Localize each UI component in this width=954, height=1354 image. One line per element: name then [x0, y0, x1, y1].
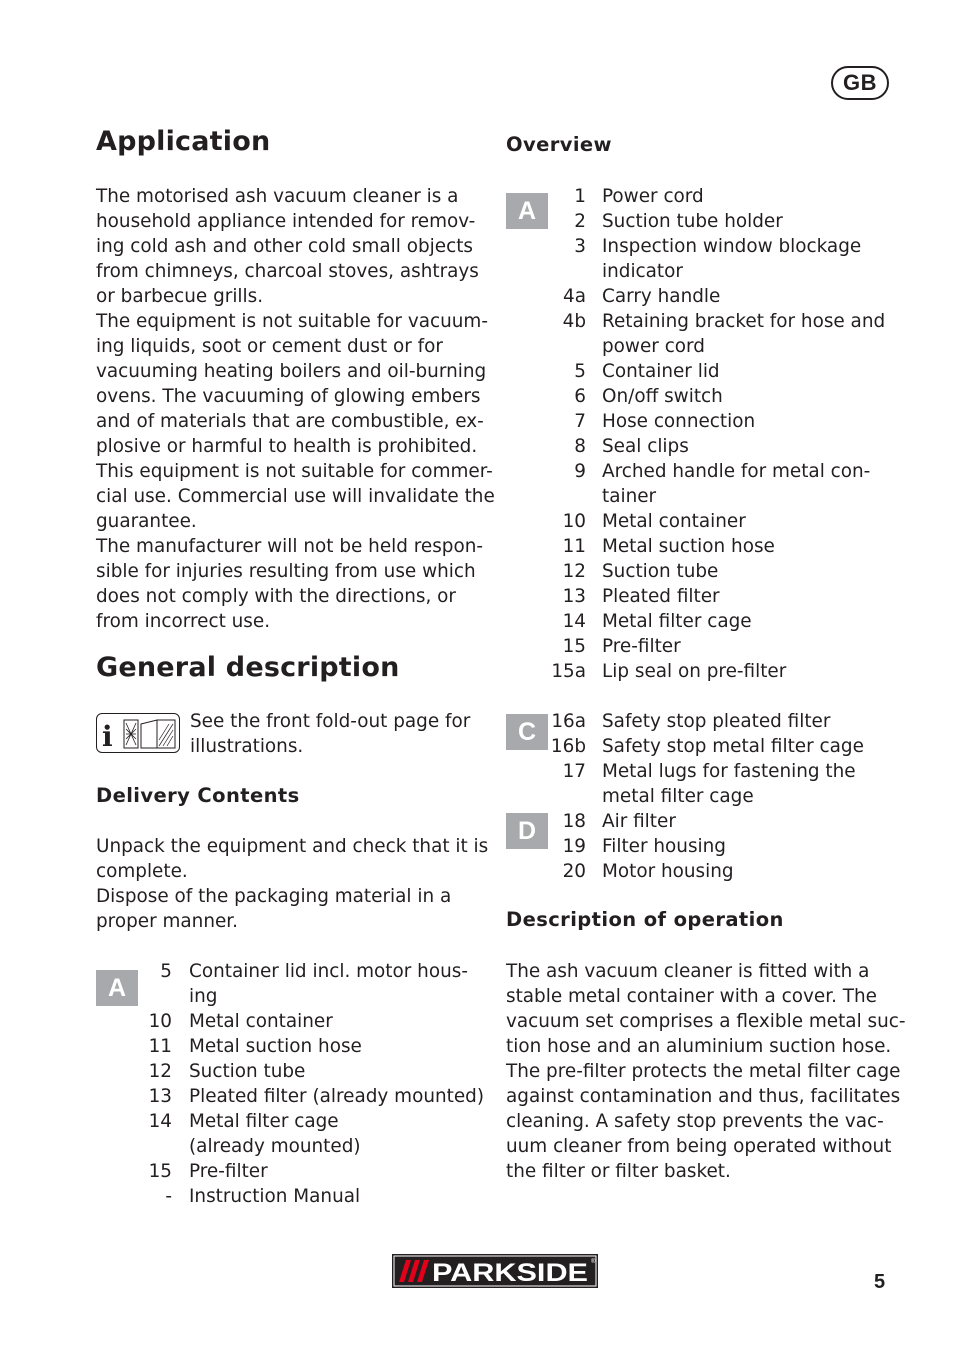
item-label: Safety stop pleated filter — [602, 711, 831, 732]
item-number: - — [165, 1186, 172, 1207]
item-number: 4a — [563, 286, 586, 307]
list-item — [542, 409, 885, 434]
item-label: Metal container — [602, 511, 746, 532]
item-label: Metal filter cage — [602, 611, 752, 632]
application-text-line: vacuuming heating boilers and oil-burning — [96, 361, 487, 382]
item-number: 5 — [574, 361, 586, 382]
item-number: 10 — [562, 511, 586, 532]
item-number: 2 — [574, 211, 586, 232]
item-label: Carry handle — [602, 286, 721, 307]
item-number: 7 — [574, 411, 586, 432]
list-item — [542, 509, 885, 534]
item-number: 17 — [562, 761, 586, 782]
operation-text-line: tion hose and an aluminium suction hose. — [506, 1036, 892, 1057]
item-number: 3 — [574, 236, 586, 257]
list-item — [542, 809, 864, 834]
list-item — [542, 434, 885, 459]
item-number: 19 — [562, 836, 586, 857]
item-label: Pre-filter — [189, 1161, 268, 1182]
list-item — [542, 359, 885, 384]
list-item — [542, 784, 864, 809]
item-number: 15 — [148, 1161, 172, 1182]
item-label: Power cord — [602, 186, 704, 207]
application-text-line: and of materials that are combustible, ex- — [96, 411, 484, 432]
overview-heading: Overview — [506, 133, 612, 156]
application-text-line: from chimneys, charcoal stoves, ashtrays — [96, 261, 479, 282]
list-item — [542, 334, 885, 359]
list-item — [542, 609, 885, 634]
item-label: Pleated filter — [602, 586, 720, 607]
item-number: 4b — [562, 311, 586, 332]
application-text-line: does not comply with the directions, or — [96, 586, 456, 607]
application-text-line: guarantee. — [96, 511, 197, 532]
general-description-heading: General description — [96, 652, 400, 683]
item-number: 11 — [148, 1036, 172, 1057]
delivery-contents-text-line: complete. — [96, 861, 188, 882]
item-label: Metal filter cage — [189, 1111, 339, 1132]
description-of-operation-heading: Description of operation — [506, 908, 784, 931]
list-item — [142, 959, 484, 984]
parkside-logo — [392, 1254, 598, 1288]
figure-plate-d: D — [506, 813, 548, 849]
figure-plate-a: A — [506, 193, 548, 229]
application-text — [96, 184, 495, 634]
item-label: Metal lugs for fastening the — [602, 761, 856, 782]
list-item — [142, 1184, 484, 1209]
page-number: 5 — [874, 1271, 886, 1293]
list-item — [142, 1109, 484, 1134]
item-label: Suction tube — [189, 1061, 306, 1082]
list-item — [542, 234, 885, 259]
item-label: Instruction Manual — [189, 1186, 361, 1207]
delivery-contents-text-line: Unpack the equipment and check that it is — [96, 836, 489, 857]
item-number: 11 — [562, 536, 586, 557]
item-number: 6 — [574, 386, 586, 407]
item-label: Motor housing — [602, 861, 734, 882]
list-item — [542, 759, 864, 784]
operation-text-line: against contamination and thus, facilitates — [506, 1086, 901, 1107]
list-item — [542, 534, 885, 559]
item-label: tainer — [602, 486, 657, 507]
application-text-line: ing liquids, soot or cement dust or for — [96, 336, 443, 357]
description-of-operation-text — [506, 959, 906, 1184]
list-item — [542, 284, 885, 309]
application-text-line: from incorrect use. — [96, 611, 271, 632]
item-label: Air filter — [602, 811, 676, 832]
figure-plate-a: A — [96, 970, 138, 1006]
item-label: indicator — [602, 261, 683, 282]
svg-text:®: ® — [591, 1259, 596, 1265]
item-number: 12 — [148, 1061, 172, 1082]
item-number: 13 — [148, 1086, 172, 1107]
item-label: Safety stop metal filter cage — [602, 736, 864, 757]
item-label: Retaining bracket for hose and — [602, 311, 886, 332]
operation-text-line: stable metal container with a cover. The — [506, 986, 877, 1007]
item-label: Container lid — [602, 361, 720, 382]
application-text-line: plosive or harmful to health is prohibited. — [96, 436, 478, 457]
logo-wordmark: PARKSIDE — [432, 1259, 588, 1287]
item-number: 15 — [562, 636, 586, 657]
info-note — [190, 709, 470, 759]
list-item — [542, 309, 885, 334]
list-item — [542, 484, 885, 509]
item-label: Pleated filter (already mounted) — [189, 1086, 485, 1107]
list-item — [542, 659, 885, 684]
item-number: 8 — [574, 436, 586, 457]
delivery-contents-text-line: proper manner. — [96, 911, 239, 932]
item-number — [542, 484, 586, 509]
item-number — [542, 334, 586, 359]
operation-text-line: The ash vacuum cleaner is fitted with a — [506, 961, 870, 982]
list-item — [542, 459, 885, 484]
item-label: power cord — [602, 336, 705, 357]
list-item — [142, 1009, 484, 1034]
list-item — [542, 734, 864, 759]
operation-text-line: vacuum set comprises a flexible metal suc- — [506, 1011, 906, 1032]
application-text-line: cial use. Commercial use will invalidate the — [96, 486, 495, 507]
operation-text-line: the filter or filter basket. — [506, 1161, 731, 1182]
figure-plate-c: C — [506, 714, 548, 750]
item-number: 10 — [148, 1011, 172, 1032]
item-number: 12 — [562, 561, 586, 582]
application-text-line: ovens. The vacuuming of glowing embers — [96, 386, 481, 407]
application-heading: Application — [96, 126, 271, 157]
item-number — [542, 784, 586, 809]
delivery-contents-text-line: Dispose of the packaging material in a — [96, 886, 452, 907]
item-label: Seal clips — [602, 436, 689, 457]
list-item — [142, 1034, 484, 1059]
overview-list-a — [542, 184, 885, 684]
item-number: 15a — [551, 661, 586, 682]
application-text-line: household appliance intended for remov- — [96, 211, 476, 232]
svg-text:i: i — [102, 720, 113, 753]
list-item — [542, 634, 885, 659]
item-number: 13 — [562, 586, 586, 607]
list-item — [542, 559, 885, 584]
application-text-line: ing cold ash and other cold small objects — [96, 236, 473, 257]
item-label: Container lid incl. motor hous- — [189, 961, 468, 982]
application-text-line: The manufacturer will not be held respon- — [96, 536, 484, 557]
item-number: 16a — [551, 711, 586, 732]
item-number — [142, 1134, 172, 1159]
item-label: Metal suction hose — [189, 1036, 362, 1057]
list-item — [542, 384, 885, 409]
item-label: Suction tube holder — [602, 211, 783, 232]
list-item — [542, 834, 864, 859]
list-item — [142, 984, 484, 1009]
operation-text-line: cleaning. A safety stop prevents the vac- — [506, 1111, 884, 1132]
operation-text-line: The pre-filter protects the metal filter cage — [506, 1061, 901, 1082]
list-item — [542, 184, 885, 209]
application-text-line: This equipment is not suitable for commer- — [96, 461, 493, 482]
item-label: (already mounted) — [189, 1136, 361, 1157]
application-text-line: or barbecue grills. — [96, 286, 264, 307]
language-badge: GB — [831, 66, 889, 100]
list-item — [142, 1059, 484, 1084]
item-label: Metal container — [189, 1011, 333, 1032]
item-label: Inspection window blockage — [602, 236, 862, 257]
item-label: metal filter cage — [602, 786, 754, 807]
item-number — [142, 984, 172, 1009]
list-item — [542, 709, 864, 734]
item-label: Suction tube — [602, 561, 719, 582]
application-text-line: The equipment is not suitable for vacuum- — [96, 311, 488, 332]
item-number: 16b — [550, 736, 586, 757]
list-item — [542, 859, 864, 884]
list-item — [142, 1084, 484, 1109]
item-number: 18 — [562, 811, 586, 832]
delivery-contents-heading: Delivery Contents — [96, 784, 300, 807]
item-label: Hose connection — [602, 411, 756, 432]
info-fold-out-icon — [96, 713, 180, 753]
list-item — [542, 584, 885, 609]
list-item — [542, 259, 885, 284]
list-item — [142, 1134, 484, 1159]
item-number: 1 — [574, 186, 586, 207]
info-note-line: See the front fold-out page for — [190, 711, 471, 732]
list-item — [542, 209, 885, 234]
list-item — [142, 1159, 484, 1184]
operation-text-line: uum cleaner from being operated without — [506, 1136, 892, 1157]
item-label: ing — [189, 986, 218, 1007]
item-number: 5 — [160, 961, 172, 982]
application-text-line: The motorised ash vacuum cleaner is a — [96, 186, 459, 207]
item-number: 9 — [574, 461, 586, 482]
item-number: 20 — [562, 861, 586, 882]
application-text-line: sible for injuries resulting from use which — [96, 561, 476, 582]
item-number: 14 — [148, 1111, 172, 1132]
info-note-line: illustrations. — [190, 736, 304, 757]
item-label: Filter housing — [602, 836, 726, 857]
delivery-contents-text — [96, 834, 488, 934]
delivery-contents-list — [142, 959, 484, 1209]
item-label: Metal suction hose — [602, 536, 775, 557]
item-label: Pre-filter — [602, 636, 681, 657]
item-number — [542, 259, 586, 284]
item-label: On/off switch — [602, 386, 723, 407]
overview-list-c — [542, 709, 864, 884]
item-number: 14 — [562, 611, 586, 632]
item-label: Lip seal on pre-filter — [602, 661, 787, 682]
item-label: Arched handle for metal con- — [602, 461, 871, 482]
